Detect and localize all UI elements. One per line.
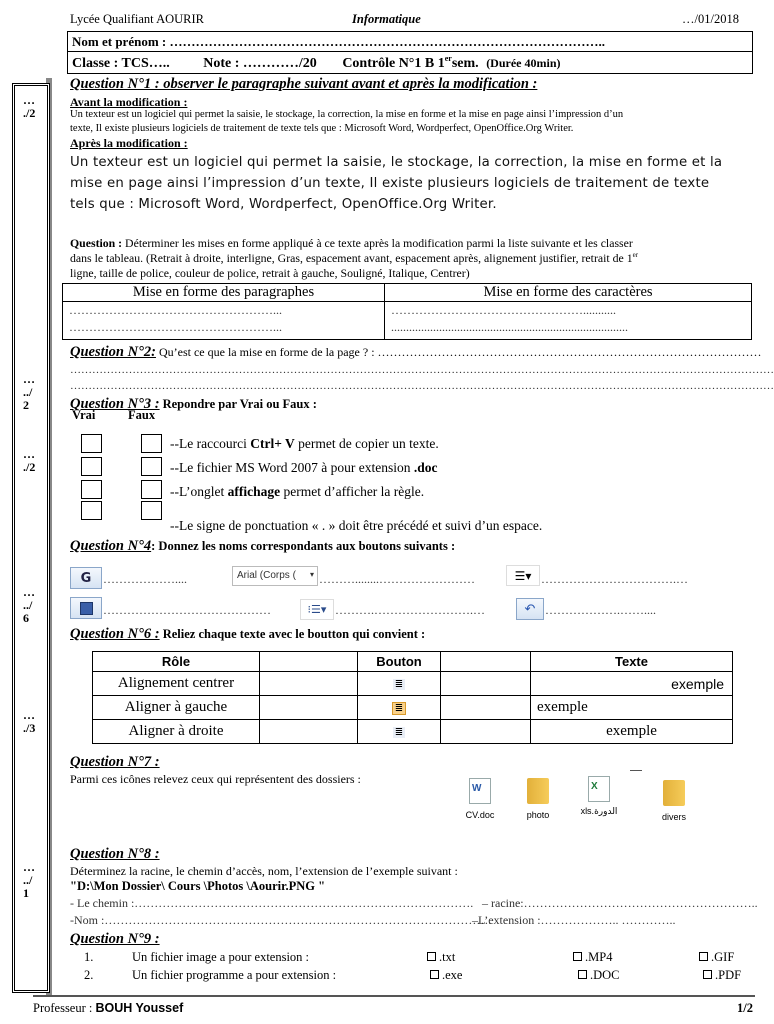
q3-vrai-label: Vrai: [72, 408, 96, 422]
q6-texte-1: exemple: [531, 672, 733, 696]
subject: Informatique: [352, 12, 421, 26]
q2-answer-line-1[interactable]: …………………………………………………………………………………………………………………………………………………………………………: [70, 364, 774, 376]
q4-subtitle: : Donnez les noms correspondants aux boutons suivants :: [151, 539, 456, 553]
divider: [630, 770, 642, 771]
folder-icon-divers[interactable]: [654, 780, 694, 822]
q9-option-doc[interactable]: .DOC: [578, 968, 620, 983]
justify-button[interactable]: [506, 565, 540, 586]
font-name-combobox[interactable]: Arial (Corps ( ▾: [232, 566, 318, 586]
grow-font-button[interactable]: G: [70, 567, 102, 589]
q4-answer-3[interactable]: …………………………….…: [541, 572, 688, 586]
q3-faux-checkbox-2[interactable]: [141, 457, 162, 476]
chevron-down-icon: ▾: [309, 570, 314, 579]
q2-text: Qu’est ce que la mise en forme de la page ? : ……………………………………………………………………………………: [155, 345, 762, 359]
q3-faux-checkbox-4[interactable]: [141, 501, 162, 520]
q3-subtitle: Repondre par Vrai ou Faux :: [162, 397, 317, 411]
q6-texte-2: exemple: [531, 696, 733, 720]
q3-item-4: --Le signe de ponctuation « . » doit être précédé et suivi d’un espace.: [170, 518, 543, 533]
icon-label-photo: photo: [526, 810, 550, 820]
q1-after-2: mise en page ainsi l’impression d’un texte, Il existe plusieurs logiciels de traitement de texte: [70, 176, 710, 191]
q4-answer-5[interactable]: ……….…………………….…: [335, 603, 485, 617]
score-sidebar: [12, 83, 50, 993]
q8-text: Déterminez la racine, le chemin d’accès, nom, l’extension de l’exemple suivant :: [70, 864, 458, 878]
icon-label-xls: xls.الدورة: [580, 806, 618, 816]
align-left-button[interactable]: [358, 696, 441, 720]
sem-label: sem.: [451, 55, 479, 71]
date: …/01/2018: [682, 12, 739, 26]
teacher-name: BOUH Youssef: [95, 1001, 184, 1015]
q1-question: Question : Déterminer les mises en forme appliqué à ce texte après la modification parmi la liste suivante et les classer: [70, 236, 633, 250]
q4-answer-1[interactable]: ………………....: [103, 572, 187, 586]
folder-icon-photo[interactable]: [518, 778, 558, 820]
q3-item-1: --Le raccourci Ctrl+ V permet de copier un texte.: [170, 436, 439, 451]
justify-icon: ☰▾: [514, 568, 532, 583]
q4-answer-6[interactable]: ……………….……....: [545, 603, 656, 617]
q3-item-3: --L’onglet affichage permet d’afficher la règle.: [170, 484, 425, 499]
q6-role-1: Alignement centrer: [93, 672, 260, 696]
q3-vrai-checkbox-3[interactable]: [81, 480, 102, 499]
q8-nom-field[interactable]: -Nom :…………………………………………………………………………………….: [70, 913, 492, 927]
footer-label: Professeur :: [33, 1001, 96, 1015]
q2-row: [70, 344, 762, 361]
q1-before-label: Avant la modification :: [70, 95, 188, 109]
q6-header-texte: Texte: [531, 652, 733, 672]
q1-answer-paragraphes[interactable]: ……………………………………………... ……………………………………………...: [63, 302, 385, 340]
undo-button[interactable]: [516, 598, 544, 620]
q3-vrai-checkbox-4[interactable]: [81, 501, 102, 520]
undo-icon: ↶: [524, 601, 536, 617]
q3-vrai-checkbox-2[interactable]: [81, 457, 102, 476]
word-file-icon[interactable]: W CV.doc: [460, 778, 500, 820]
q6-header-role: Rôle: [93, 652, 260, 672]
q1-col-caracteres: Mise en forme des caractères: [385, 284, 752, 302]
q1-before-text-2: texte, Il existe plusieurs logiciels de traitement de texte tels que : Microsoft Word, Wordperfect, OpenOffice.Org Writer.: [70, 123, 574, 134]
score-q3: … ./2: [23, 447, 36, 474]
q8-extension-field[interactable]: –L’extension :……………….. …………..: [472, 913, 676, 927]
controle-sup: er: [444, 54, 452, 63]
duree-label: (Durée 40min): [486, 55, 561, 70]
class-field[interactable]: Classe : TCS…..: [72, 55, 170, 71]
q8-title: Question N°8 :: [70, 846, 160, 862]
q6-subtitle: Reliez chaque texte avec le boutton qui convient :: [159, 627, 426, 641]
score-q1: … ./2: [23, 93, 36, 120]
q2-answer-line-2[interactable]: …………………………………………………………………………………………………………………………………………………………………………: [70, 380, 774, 392]
score-q8: … ../ 1: [23, 860, 35, 900]
q9-option-mp4[interactable]: .MP4: [573, 950, 612, 965]
q1-after-1: Un texteur est un logiciel qui permet la saisie, le stockage, la correction, la mise en forme et la: [70, 155, 723, 170]
score-q2: … ../ 2: [23, 372, 35, 412]
q9-option-txt[interactable]: .txt: [427, 950, 455, 965]
q6-row: [70, 626, 425, 643]
q8-path: "D:\Mon Dossier\ Cours \Photos \Aourir.PNG ": [70, 879, 326, 893]
q7-text: Parmi ces icônes relevez ceux qui représentent des dossiers :: [70, 772, 361, 786]
align-right-button[interactable]: [358, 720, 441, 744]
q9-row-1: 1. Un fichier image a pour extension :: [84, 950, 310, 964]
q3-faux-checkbox-3[interactable]: [141, 480, 162, 499]
align-center-button[interactable]: [358, 672, 441, 696]
q3-row: [70, 396, 317, 413]
school-name: Lycée Qualifiant AOURIR: [70, 12, 204, 26]
bullet-list-icon: ⁝☰▾: [307, 603, 327, 616]
q9-row-2: 2. Un fichier programme a pour extension :: [84, 968, 337, 982]
q1-title: Question N°1 : observer le paragraphe suivant avant et après la modification :: [70, 76, 538, 92]
q1-col-paragraphes: Mise en forme des paragraphes: [63, 284, 385, 302]
footer: [33, 995, 755, 1016]
q9-title: Question N°9 :: [70, 931, 160, 947]
q9-option-pdf[interactable]: .PDF: [703, 968, 741, 983]
excel-file-icon[interactable]: X xls.الدورة: [574, 776, 624, 817]
note-field[interactable]: Note : …………/20: [203, 55, 317, 71]
icon-label-cv: CV.doc: [465, 810, 495, 820]
q1-before-text-1: Un texteur est un logiciel qui permet la saisie, le stockage, la correction, la mise en forme et la mise en page ainsi l’impression d’un: [70, 109, 624, 120]
q1-after-label: Après la modification :: [70, 136, 188, 150]
q8-racine-field[interactable]: – racine:…………………………………………………..: [482, 896, 758, 910]
save-button[interactable]: [70, 597, 102, 619]
q6-role-3: Aligner à droite: [93, 720, 260, 744]
q1-answer-caracteres[interactable]: …………………………………………........... ...............................................................................: [385, 302, 752, 340]
page-number: 1/2: [737, 1001, 753, 1015]
q4-row: [70, 538, 455, 555]
score-q6: … ./3: [23, 708, 36, 735]
align-left-icon: ≣: [392, 702, 406, 715]
q8-chemin-field[interactable]: - Le chemin :………………………………………………………………………….: [70, 896, 474, 910]
q6-table: [92, 651, 733, 744]
q3-title: Question N°3 :: [70, 396, 160, 412]
q1-after-3: tels que : Microsoft Word, Wordperfect, OpenOffice.Org Writer.: [70, 197, 497, 212]
q4-title: Question N°4: [70, 538, 152, 554]
q4-answer-4[interactable]: ……………………………………: [103, 603, 271, 617]
q3-vrai-checkbox-1[interactable]: [81, 434, 102, 453]
q6-header-bouton: Bouton: [358, 652, 441, 672]
q9-option-exe[interactable]: .exe: [430, 968, 462, 983]
q1-question-2: dans le tableau. (Retrait à droite, interligne, Gras, espacement avant, espacement après, alignement justifier, retrait de 1er: [70, 251, 639, 265]
q3-item-2: --Le fichier MS Word 2007 à pour extension .doc: [170, 460, 438, 475]
q1-question-3: ligne, taille de police, couleur de police, retrait à gauche, Souligné, Italique, Centrer): [70, 266, 470, 280]
controle-label: Contrôle N°1 B 1: [342, 55, 445, 71]
q6-title: Question N°6 :: [70, 626, 160, 642]
q4-answer-2[interactable]: ………........……………………: [319, 572, 475, 586]
bullet-list-button[interactable]: [300, 599, 334, 620]
q3-faux-checkbox-1[interactable]: [141, 434, 162, 453]
icon-label-divers: divers: [661, 812, 686, 822]
score-q4: … ../ 6: [23, 585, 35, 625]
q6-role-2: Aligner à gauche: [93, 696, 260, 720]
name-field[interactable]: Nom et prénom : ………………………………………………………………………………………..: [67, 31, 753, 52]
q3-faux-label: Faux: [128, 408, 156, 422]
q7-title: Question N°7 :: [70, 754, 160, 770]
class-row: [67, 52, 753, 74]
align-right-icon: ≣: [394, 726, 404, 738]
q6-texte-3: exemple: [531, 720, 733, 744]
q2-title: Question N°2:: [70, 344, 156, 360]
floppy-disk-icon: [80, 602, 93, 615]
align-center-icon: ≣: [394, 678, 404, 690]
q1-table: [62, 283, 752, 340]
q9-option-gif[interactable]: .GIF: [699, 950, 734, 965]
